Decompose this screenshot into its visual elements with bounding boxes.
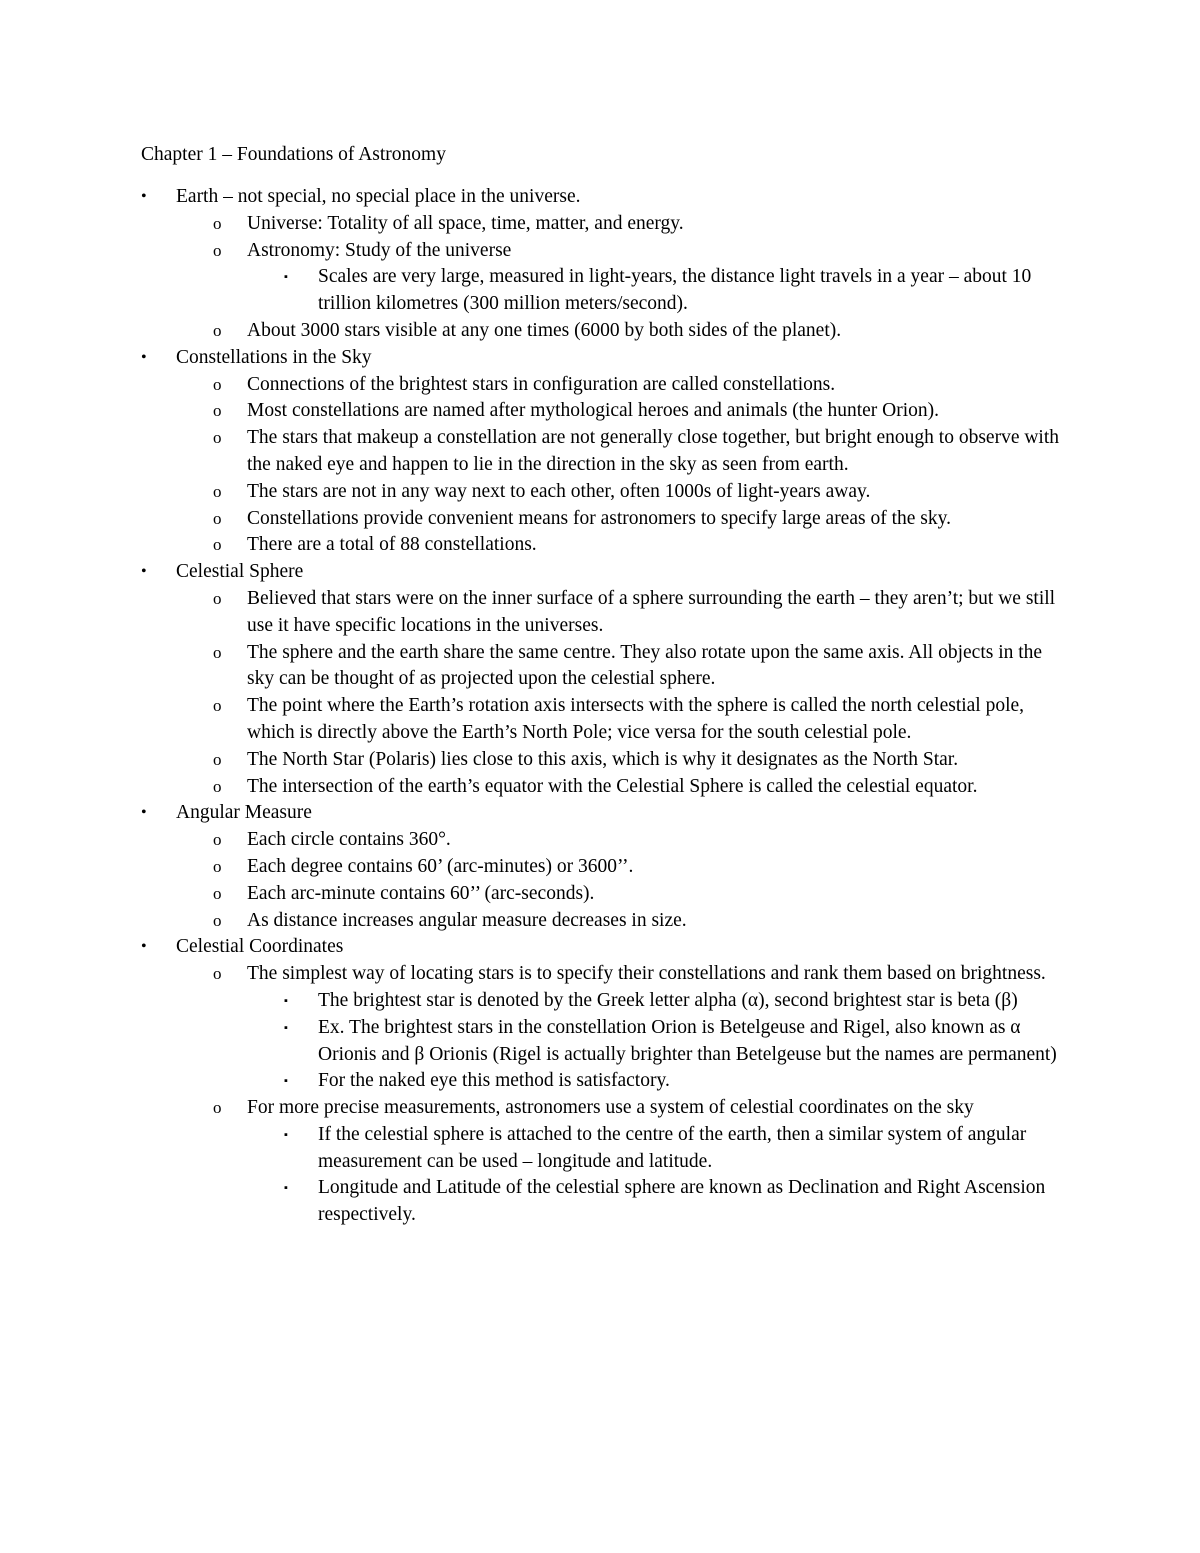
outline-item-level-2 bbox=[213, 881, 1067, 908]
outline-item-text: Constellations provide convenient means for astronomers to specify large areas of the sky. bbox=[247, 507, 951, 529]
bullet-circle-icon: o bbox=[213, 428, 222, 448]
outline-item-level-2 bbox=[213, 479, 1067, 506]
outline-item-level-2 bbox=[213, 961, 1067, 988]
outline-item-level-2 bbox=[213, 586, 1067, 640]
outline-item-level-3 bbox=[284, 1175, 1063, 1229]
outline-item-level-1 bbox=[141, 559, 1066, 586]
outline-item-level-2 bbox=[213, 506, 1067, 533]
outline-item-text: Each degree contains 60’ (arc-minutes) or 3600’’. bbox=[247, 855, 634, 877]
outline-item-level-3 bbox=[284, 1068, 1063, 1095]
outline-item-text: Connections of the brightest stars in configuration are called constellations. bbox=[247, 373, 836, 395]
outline-item-level-3 bbox=[284, 1015, 1063, 1069]
outline-item-text: Astronomy: Study of the universe bbox=[247, 239, 512, 261]
outline-item-text: The stars are not in any way next to each other, often 1000s of light-years away. bbox=[247, 480, 871, 502]
outline-item-level-2 bbox=[213, 640, 1067, 694]
bullet-circle-icon: o bbox=[213, 696, 222, 716]
outline-item-text: Universe: Totality of all space, time, matter, and energy. bbox=[247, 212, 684, 234]
outline-item-level-2 bbox=[213, 747, 1067, 774]
outline-item-text: Most constellations are named after mythological heroes and animals (the hunter Orion). bbox=[247, 400, 940, 422]
bullet-circle-icon: o bbox=[213, 535, 222, 555]
outline-item-text: For the naked eye this method is satisfactory. bbox=[318, 1070, 670, 1092]
bullet-disc-icon: • bbox=[141, 188, 147, 205]
bullet-circle-icon: o bbox=[213, 588, 222, 608]
outline-item-level-2 bbox=[213, 854, 1067, 881]
outline-item-text: Earth – not special, no special place in the universe. bbox=[176, 186, 581, 207]
outline-item-level-2 bbox=[213, 827, 1067, 854]
bullet-square-icon: ▪ bbox=[284, 1075, 288, 1088]
outline-item-level-1 bbox=[141, 184, 1066, 211]
bullet-square-icon: ▪ bbox=[284, 994, 288, 1007]
outline-item-text: The North Star (Polaris) lies close to this axis, which is why it designates as the North Star. bbox=[247, 748, 959, 770]
bullet-circle-icon: o bbox=[213, 883, 222, 903]
outline-item-level-3 bbox=[284, 1122, 1063, 1176]
outline-item-text: Celestial Coordinates bbox=[176, 936, 344, 958]
outline-item-text: Believed that stars were on the inner surface of a sphere surrounding the earth – they aren’t; but we still use it have specific locations in the universes. bbox=[247, 587, 1056, 636]
outline-item-text: The sphere and the earth share the same centre. They also rotate upon the same axis. All objects in the sky can be thought of as projected upon the celestial sphere. bbox=[247, 641, 1043, 690]
outline-item-text: The simplest way of locating stars is to specify their constellations and rank them based on brightness. bbox=[247, 963, 1046, 985]
bullet-square-icon: ▪ bbox=[284, 1182, 288, 1195]
outline-item-text: There are a total of 88 constellations. bbox=[247, 534, 537, 556]
bullet-circle-icon: o bbox=[213, 240, 222, 260]
outline-item-level-3 bbox=[284, 988, 1063, 1015]
outline-item-text: Longitude and Latitude of the celestial sphere are known as Declination and Right Ascension respectively. bbox=[318, 1177, 1046, 1226]
outline-item-level-2 bbox=[213, 532, 1067, 559]
outline-item-text: About 3000 stars visible at any one times (6000 by both sides of the planet). bbox=[247, 319, 842, 341]
outline-item-level-1 bbox=[141, 345, 1066, 372]
bullet-circle-icon: o bbox=[213, 481, 222, 501]
bullet-circle-icon: o bbox=[213, 213, 222, 233]
bullet-circle-icon: o bbox=[213, 749, 222, 769]
outline-item-text: As distance increases angular measure decreases in size. bbox=[247, 909, 687, 931]
outline-item-level-2 bbox=[213, 372, 1067, 399]
bullet-circle-icon: o bbox=[213, 1098, 222, 1118]
bullet-circle-icon: o bbox=[213, 856, 222, 876]
outline-item-level-2 bbox=[213, 774, 1067, 801]
bullet-circle-icon: o bbox=[213, 320, 222, 340]
outline-item-text: Constellations in the Sky bbox=[176, 346, 372, 368]
outline-item-level-2 bbox=[213, 398, 1067, 425]
outline-item-text: Ex. The brightest stars in the constellation Orion is Betelgeuse and Rigel, also known as α Orionis and β Orionis (Rigel is actually brighter than Betelgeuse but the names are permanent) bbox=[318, 1016, 1057, 1065]
outline-item-text: The brightest star is denoted by the Greek letter alpha (α), second brightest star is beta (β) bbox=[318, 989, 1018, 1011]
bullet-disc-icon: • bbox=[141, 804, 147, 822]
bullet-circle-icon: o bbox=[213, 508, 222, 528]
document-title: Chapter 1 – Foundations of Astronomy bbox=[141, 144, 446, 165]
bullet-disc-icon: • bbox=[141, 348, 147, 366]
outline-item-text: The point where the Earth’s rotation axis intersects with the sphere is called the north celestial pole, which is directly above the Earth’s North Pole; vice versa for the south celestial pole. bbox=[247, 695, 1025, 743]
outline-item-level-2 bbox=[213, 211, 1067, 238]
bullet-circle-icon: o bbox=[213, 374, 222, 394]
bullet-disc-icon: • bbox=[141, 938, 147, 956]
outline-item-level-2 bbox=[213, 238, 1067, 265]
outline-item-level-2 bbox=[213, 1095, 1067, 1122]
bullet-circle-icon: o bbox=[213, 776, 222, 796]
outline-item-text: If the celestial sphere is attached to the centre of the earth, then a similar system of angular measurement can be used – longitude and latitude. bbox=[318, 1123, 1027, 1172]
bullet-circle-icon: o bbox=[213, 401, 222, 421]
outline-item-text: For more precise measurements, astronomers use a system of celestial coordinates on the sky bbox=[247, 1097, 974, 1119]
outline-item-text: Each circle contains 360°. bbox=[247, 829, 451, 851]
outline-item-level-2 bbox=[213, 693, 1067, 747]
bullet-square-icon: ▪ bbox=[284, 271, 288, 284]
outline-item-level-2 bbox=[213, 318, 1067, 345]
outline-item-text: The intersection of the earth’s equator with the Celestial Sphere is called the celestial equator. bbox=[247, 775, 978, 797]
bullet-square-icon: ▪ bbox=[284, 1128, 288, 1141]
bullet-circle-icon: o bbox=[213, 964, 222, 984]
outline-item-level-1 bbox=[141, 800, 1066, 827]
outline-item-text: Each arc-minute contains 60’’ (arc-seconds). bbox=[247, 882, 595, 904]
outline-item-text: Celestial Sphere bbox=[176, 561, 304, 583]
outline-item-level-2 bbox=[213, 908, 1067, 935]
outline-list bbox=[0, 184, 1200, 1229]
outline-item-text: Angular Measure bbox=[176, 802, 312, 824]
outline-item-level-1 bbox=[141, 934, 1066, 961]
bullet-circle-icon: o bbox=[213, 910, 222, 930]
outline-item-text: The stars that makeup a constellation are not generally close together, but bright enough to observe with the naked eye and happen to lie in the direction in the sky as seen from earth. bbox=[247, 427, 1060, 475]
bullet-circle-icon: o bbox=[213, 830, 222, 850]
bullet-disc-icon: • bbox=[141, 563, 147, 581]
outline-item-text: Scales are very large, measured in light-years, the distance light travels in a year – about 10 trillion kilometres (300 million meters/second). bbox=[318, 266, 1032, 315]
bullet-square-icon: ▪ bbox=[284, 1021, 288, 1034]
bullet-circle-icon: o bbox=[213, 642, 222, 662]
outline-item-level-3 bbox=[284, 264, 1063, 318]
outline-item-level-2 bbox=[213, 425, 1067, 479]
